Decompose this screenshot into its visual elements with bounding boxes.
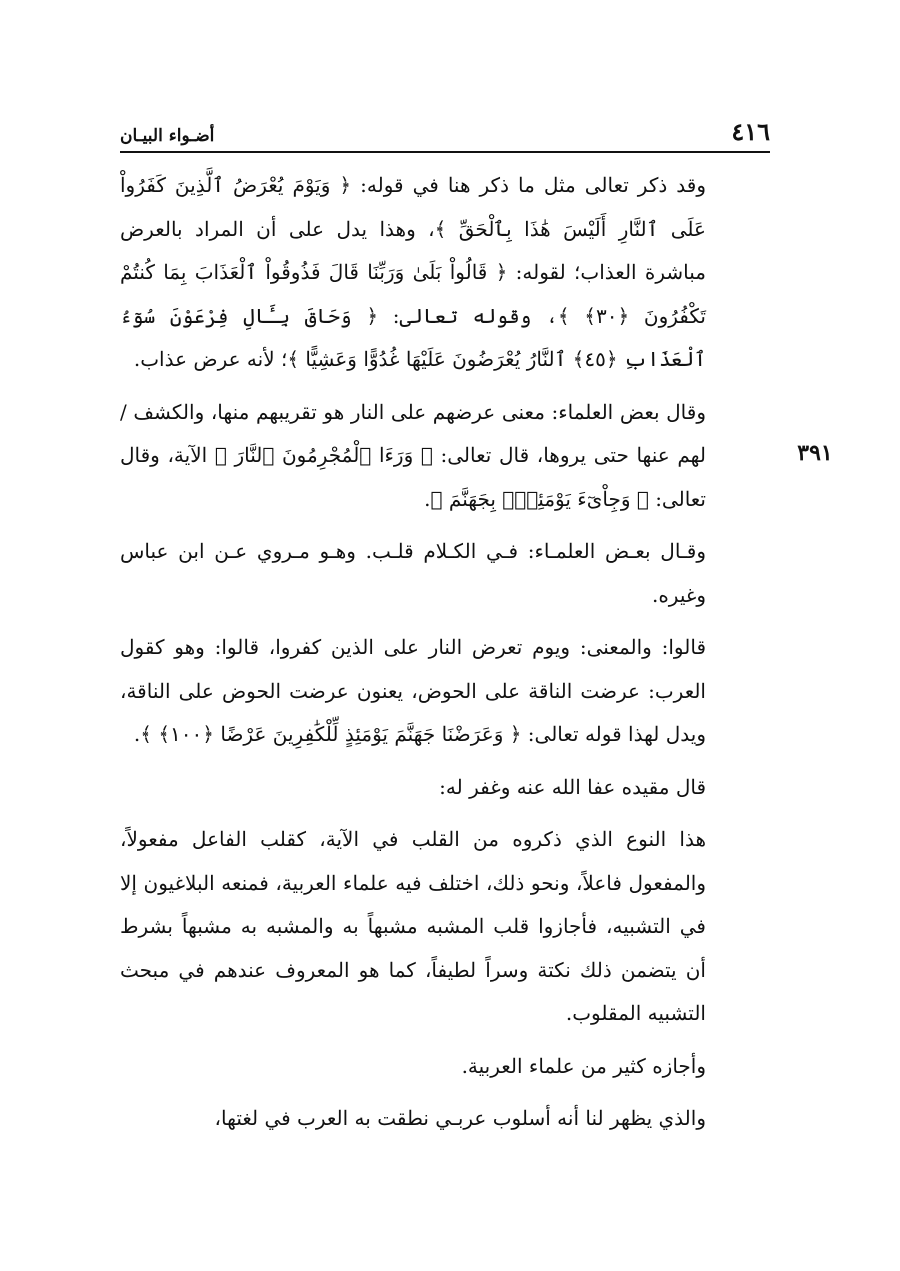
paragraph-4: قالوا: والمعنى: ويوم تعرض النار على الذين كفروا، قالوا: وهو كقول العرب: عرضت الناقة على الحوض، يعنون عرضت الحوض على الناقة، ويدل لهذا قوله تعالى: ﴿ وَعَرَضْنَا جَهَنَّمَ يَوْمَئِذٍ لِّلْكَٰفِرِينَ عَرْضًا ﴿١٠٠﴾ ﴾. (120, 635, 706, 746)
book-title: أضـواء البيـان (120, 126, 215, 146)
paragraph-1: وقد ذكر تعالى مثل ما ذكر هنا في قوله: ﴿ وَيَوْمَ يُعْرَضُ ٱلَّذِينَ كَفَرُواْ عَلَى ٱلنَّارِ أَلَيْسَ هَٰذَا بِٱلْحَقِّ ﴾، وهذا يدل على أن المراد بالعرض مباشرة العذاب؛ لقوله: ﴿ قَالُواْ بَلَىٰ وَرَبِّنَا قَالَ فَذُوقُواْ ٱلْعَذَابَ بِمَا كُنتُمْ تَكْفُرُونَ ﴿٣٠﴾ ﴾، وقوله تعالى: ﴿ وَحَاقَ بِـَٔالِ فِرْعَوْنَ سُوٓءُ ٱلْعَذَابِ ﴿٤٥﴾ ٱلنَّارُ يُعْرَضُونَ عَلَيْهَا غُدُوًّا وَعَشِيًّا ﴾؛ لأنه عرض عذاب. (120, 173, 706, 371)
paragraph-3: وقـال بعـض العلمـاء: فـي الكـلام قلـب. وهـو مـروي عـن ابن عباس وغيره. (120, 539, 706, 607)
body-text (120, 164, 770, 1150)
paragraph-2: وقال بعض العلماء: معنى عرضهم على النار هو تقريبهم منها، والكشف / لهم عنها حتى يروها، قال تعالى: ﴿ وَرَءَا ٱلْمُجْرِمُونَ ٱلنَّارَ ﴾ الآية، وقال تعالى: ﴿ وَجِاْىٓءَ يَوْمَئِذٍۭ بِجَهَنَّمَ ﴾. (120, 399, 706, 511)
paragraph-8: والذي يظهر لنا أنه أسلوب عربـي نطقت به العرب في لغتها، (214, 1106, 706, 1130)
header-divider (120, 151, 770, 153)
paragraph-6: هذا النوع الذي ذكروه من القلب في الآية، كقلب الفاعل مفعولاً، والمفعول فاعلاً، ونحو ذلك، اختلف فيه علماء العربية، فمنعه البلاغيون إلا في التشبيه، فأجازوا قلب المشبه مشبهاً به والمشبه به مشبهاً بشرط أن يتضمن ذلك نكتة وسراً لطيفاً، كما هو المعروف عندهم في مبحث التشبيه المقلوب. (120, 827, 706, 1025)
paragraph-7: وأجازه كثير من علماء العربية. (461, 1053, 706, 1078)
page-number: ٤١٦ (731, 117, 770, 146)
paragraph-5: قال مقيده عفا الله عنه وغفر له: (439, 774, 706, 799)
margin-page-reference: ٣٩١ (797, 440, 833, 466)
page-header (120, 112, 770, 146)
